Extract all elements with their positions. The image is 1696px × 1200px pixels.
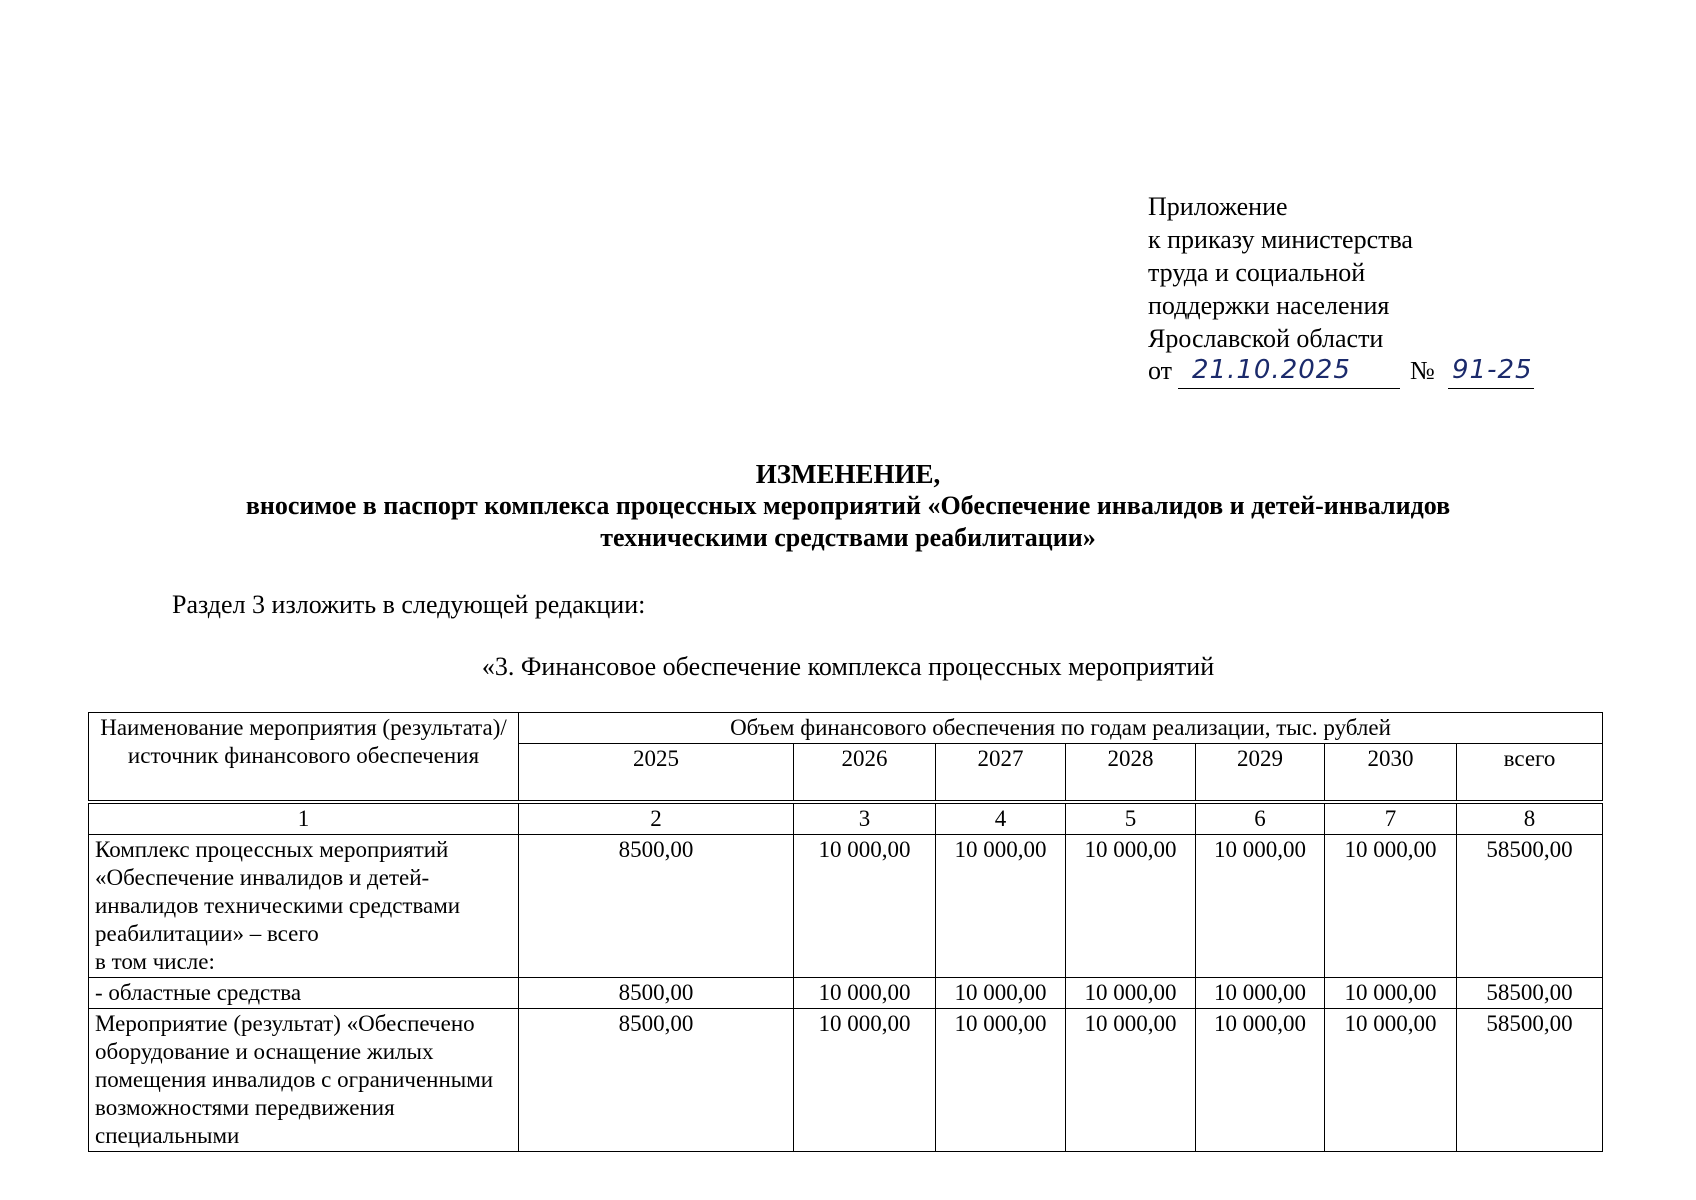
- appendix-line: Ярославской области: [1148, 324, 1384, 353]
- appendix-line: к приказу министерства: [1148, 225, 1413, 254]
- value-cell: 8500,00: [519, 978, 794, 1009]
- table-row: [89, 1009, 1603, 1152]
- appendix-line: Приложение: [1148, 192, 1288, 221]
- row-name-cell: Комплекс процессных мероприятий «Обеспечение инвалидов и детей-инвалидов техническими средствами реабилитации» – всего в том числе:: [89, 835, 519, 978]
- date-prefix: от: [1148, 356, 1173, 385]
- value-cell: 10 000,00: [1066, 835, 1196, 978]
- column-number: 7: [1325, 804, 1457, 835]
- year-cell: 2026: [794, 744, 936, 801]
- value-cell: 10 000,00: [1066, 1009, 1196, 1152]
- column-number: 4: [936, 804, 1066, 835]
- instruction-paragraph: Раздел 3 изложить в следующей редакции:: [172, 590, 646, 619]
- appendix-line: труда и социальной: [1148, 258, 1366, 287]
- column-number: 8: [1457, 804, 1603, 835]
- year-cell: 2025: [519, 744, 794, 801]
- document-title: [0, 458, 1696, 554]
- appendix-block: [1148, 190, 1533, 391]
- header-name-cell: Наименование мероприятия (результата)/ источник финансового обеспечения: [89, 713, 519, 801]
- year-cell: 2029: [1196, 744, 1325, 801]
- table-row: [89, 835, 1603, 978]
- column-number: 2: [519, 804, 794, 835]
- row-name-cell: - областные средства: [89, 978, 519, 1009]
- value-cell: 10 000,00: [936, 1009, 1066, 1152]
- value-cell: 10 000,00: [794, 1009, 936, 1152]
- date-number-line: [1148, 355, 1533, 391]
- value-cell: 10 000,00: [1196, 835, 1325, 978]
- header-volume-cell: Объем финансового обеспечения по годам реализации, тыс. рублей: [519, 713, 1603, 744]
- title-line: вносимое в паспорт комплекса процессных мероприятий «Обеспечение инвалидов и детей-инвалидов: [245, 491, 1451, 520]
- value-cell: 10 000,00: [794, 835, 936, 978]
- value-cell: 10 000,00: [1066, 978, 1196, 1009]
- total-header-cell: всего: [1457, 744, 1603, 801]
- value-cell: 10 000,00: [1196, 1009, 1325, 1152]
- title-line: техническими средствами реабилитации»: [600, 523, 1096, 552]
- value-cell: 10 000,00: [1196, 978, 1325, 1009]
- value-cell: 10 000,00: [1325, 1009, 1457, 1152]
- financing-table: [88, 712, 1603, 1152]
- year-cell: 2028: [1066, 744, 1196, 801]
- appendix-line: поддержки населения: [1148, 291, 1390, 320]
- column-number: 3: [794, 804, 936, 835]
- table-header-row: [89, 713, 1603, 744]
- value-cell: 58500,00: [1457, 1009, 1603, 1152]
- value-cell: 10 000,00: [1325, 835, 1457, 978]
- title-heading: ИЗМЕНЕНИЕ,: [755, 459, 941, 489]
- value-cell: 10 000,00: [936, 978, 1066, 1009]
- column-number: 6: [1196, 804, 1325, 835]
- section-title: «3. Финансовое обеспечение комплекса процессных мероприятий: [481, 652, 1215, 681]
- column-number-row: [89, 804, 1603, 835]
- number-prefix: №: [1410, 356, 1435, 385]
- value-cell: 58500,00: [1457, 835, 1603, 978]
- value-cell: 10 000,00: [936, 835, 1066, 978]
- handwritten-date: 21.10.2025: [1192, 355, 1351, 385]
- table-row: [89, 978, 1603, 1009]
- year-cell: 2027: [936, 744, 1066, 801]
- value-cell: 58500,00: [1457, 978, 1603, 1009]
- value-cell: 8500,00: [519, 835, 794, 978]
- row-name-cell: Мероприятие (результат) «Обеспечено оборудование и оснащение жилых помещения инвалидов с ограниченными возможностями передвижения специальными: [89, 1009, 519, 1152]
- handwritten-number: 91-25: [1452, 355, 1533, 385]
- year-cell: 2030: [1325, 744, 1457, 801]
- column-number: 1: [89, 804, 519, 835]
- column-number: 5: [1066, 804, 1196, 835]
- value-cell: 10 000,00: [1325, 978, 1457, 1009]
- value-cell: 10 000,00: [794, 978, 936, 1009]
- value-cell: 8500,00: [519, 1009, 794, 1152]
